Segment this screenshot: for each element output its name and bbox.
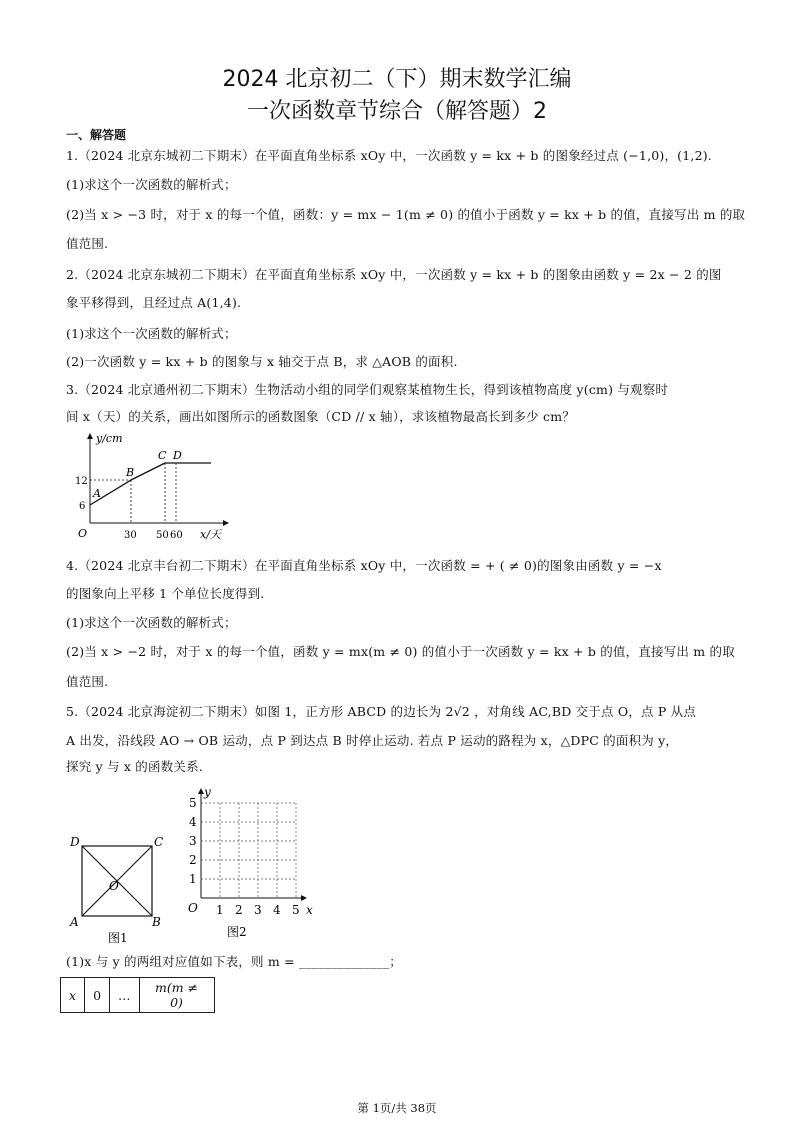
q1-part1: (1)求这个一次函数的解析式； [66,177,237,192]
fig2-ytick-3: 3 [189,834,197,848]
q4-stem-cont: 的图象向上平移 1 个单位长度得到. [66,586,265,601]
q1-part2-cont: 值范围. [66,236,109,251]
fig2-xtick-4: 4 [273,903,281,917]
doc-title-line2: 一次函数章节综合（解答题）2 [247,99,547,124]
q1-stem: 1.（2024 北京东城初二下期末）在平面直角坐标系 xOy 中，一次函数 y = kx + b 的图象经过点 (−1,0)，(1,2). [66,148,712,163]
q3-stem: 3.（2024 北京通州初二下期末）生物活动小组的同学们观察某植物生长，得到该植物高度 y(cm) 与观察时 [66,382,669,397]
q3-origin: O [78,527,88,540]
q1-part2: (2)当 x > −3 时，对于 x 的每一个值，函数：y = mx − 1(m ≠ 0) 的值小于函数 y = kx + b 的值，直接写出 m 的取 [66,207,746,222]
q5-figure-1-square [64,826,176,946]
vertex-c: C [154,835,164,849]
fig2-ytick-1: 1 [189,872,197,886]
fig2-xtick-5: 5 [292,903,300,917]
q3-point-b: B [126,466,135,479]
q3-point-a: A [93,487,101,500]
fig2-ytick-5: 5 [189,796,197,810]
q5-stem-cont2: 探究 y 与 x 的函数关系. [66,759,203,774]
q2-part1: (1)求这个一次函数的解析式； [66,326,237,341]
fig2-xtick-1: 1 [216,903,224,917]
q3-point-d: D [173,449,182,462]
vertex-d: D [70,835,80,849]
q2-part2: (2)一次函数 y = kx + b 的图象与 x 轴交于点 B，求 △AOB 的面积. [66,354,458,369]
doc-title-line1: 2024 北京初二（下）期末数学汇编 [222,67,572,92]
section-heading: 一、解答题 [66,128,127,142]
q4-part2: (2)当 x > −2 时，对于 x 的每一个值，函数 y = mx(m ≠ 0) 的值小于一次函数 y = kx + b 的值，直接写出 m 的取 [66,644,735,659]
q3-xtick-30: 30 [124,530,137,541]
q2-stem: 2.（2024 北京东城初二下期末）在平面直角坐标系 xOy 中，一次函数 y = kx + b 的图象由函数 y = 2x − 2 的图 [66,267,722,282]
vertex-b: B [152,915,161,929]
table-row [61,978,215,1013]
q5-part1: (1)x 与 y 的两组对应值如下表，则 m = ______________； [66,954,402,969]
q3-point-c: C [158,449,167,462]
q5-figure-2-grid [182,786,322,946]
q3-xlabel: x/天 [200,528,221,541]
vertex-a: A [70,915,79,929]
fig2-xtick-2: 2 [235,903,243,917]
q2-stem-cont: 象平移得到，且经过点 A(1,4). [66,295,242,310]
fig2-origin: O [188,901,198,915]
figure-1-caption: 图1 [108,931,128,945]
q3-xtick-60: 60 [170,530,183,541]
q5-value-table [60,977,215,1013]
q5-stem-cont: A 出发，沿线段 AO → OB 运动，点 P 到达点 B 时停止运动. 若点 P 运动的路程为 x，△DPC 的面积为 y， [66,733,679,748]
q4-part2-cont: 值范围. [66,674,109,689]
q4-part1: (1)求这个一次函数的解析式； [66,615,237,630]
fig2-gridlines [201,803,296,898]
table-cell-x: x [61,978,85,1013]
q4-stem: 4.（2024 北京丰台初二下期末）在平面直角坐标系 xOy 中，一次函数 = + ( ≠ 0)的图象由函数 y = −x [66,558,662,573]
q3-stem-cont: 间 x（天）的关系，画出如图所示的函数图象（CD // x 轴），求该植物最高长到多少 cm？ [66,409,575,424]
q3-segment-bc [131,463,165,480]
table-cell-m: m(m ≠ 0) [139,978,214,1013]
table-cell-ellipsis: … [110,978,140,1013]
q3-ytick-12: 12 [75,476,88,487]
fig2-ytick-2: 2 [189,853,197,867]
fig2-ytick-4: 4 [189,815,197,829]
page-footer: 第 1页/共 38页 [357,1101,437,1115]
q5-stem: 5.（2024 北京海淀初二下期末）如图 1，正方形 ABCD 的边长为 2√2 ，对角线 AC,BD 交于点 O，点 P 从点 [66,704,697,719]
fig2-ylabel: y [204,786,211,799]
q3-growth-graph [70,428,240,550]
figure-2-caption: 图2 [227,925,247,939]
fig2-xlabel: x [306,903,313,917]
center-o: O [109,879,119,893]
q3-ylabel: y/cm [96,432,123,445]
q3-xtick-50: 50 [156,530,169,541]
table-cell-0: 0 [85,978,110,1013]
fig2-xtick-3: 3 [254,903,262,917]
q3-ytick-6: 6 [79,501,86,512]
